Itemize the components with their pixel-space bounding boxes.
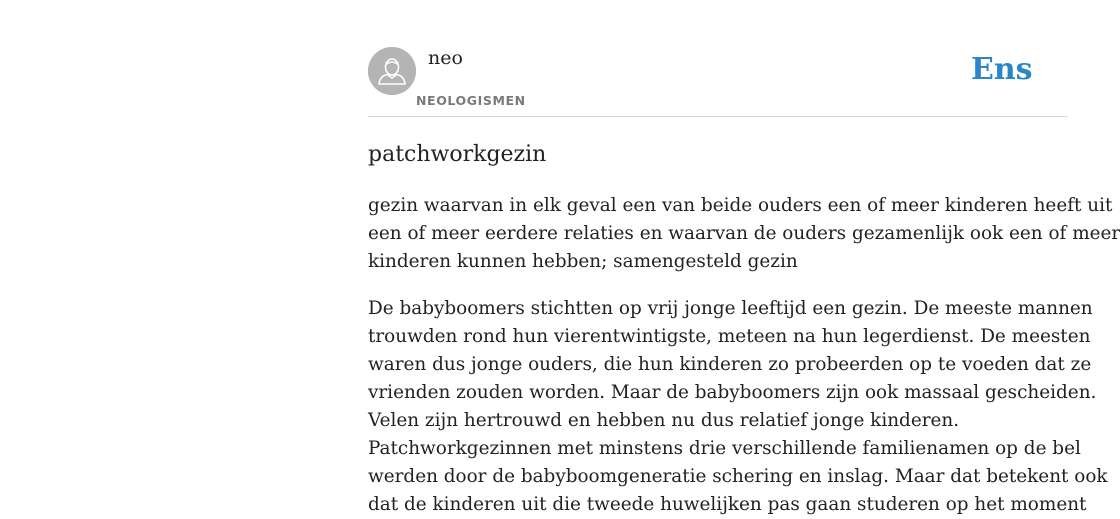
entry-title: patchworkgezin bbox=[368, 142, 547, 167]
example-line: vrienden zouden worden. Maar de babyboomers zijn ook massaal gescheiden. bbox=[368, 382, 1097, 403]
entry-example bbox=[368, 295, 1108, 519]
user-avatar-icon[interactable] bbox=[368, 47, 416, 95]
definition-line: een of meer eerdere relaties en waarvan de ouders gezamenlijk ook een of meer bbox=[368, 223, 1120, 244]
entry-card bbox=[368, 0, 1120, 515]
example-line: dat de kinderen uit die tweede huwelijken pas gaan studeren op het moment bbox=[368, 494, 1087, 515]
category-link[interactable]: NEOLOGISMEN bbox=[416, 93, 526, 108]
example-line: waren dus jonge ouders, die hun kinderen zo probeerden op te voeden dat ze bbox=[368, 354, 1092, 375]
example-line: trouwden rond hun vierentwintigste, meteen na hun legerdienst. De meesten bbox=[368, 326, 1091, 347]
entry-definition bbox=[368, 192, 1120, 276]
language-link[interactable]: Ens bbox=[971, 52, 1033, 87]
example-line: werden door de babyboomgeneratie schering en inslag. Maar dat betekent ook bbox=[368, 466, 1108, 487]
definition-line: gezin waarvan in elk geval een van beide ouders een of meer kinderen heeft uit bbox=[368, 195, 1113, 216]
example-line: Velen zijn hertrouwd en hebben nu dus relatief jonge kinderen. bbox=[368, 410, 960, 431]
example-line: De babyboomers stichtten op vrij jonge leeftijd een gezin. De meeste mannen bbox=[368, 298, 1093, 319]
definition-line: kinderen kunnen hebben; samengesteld gezin bbox=[368, 251, 798, 272]
entry-header bbox=[368, 0, 1068, 117]
author-link[interactable]: neo bbox=[428, 47, 463, 69]
example-line: Patchworkgezinnen met minstens drie verschillende familienamen op de bel bbox=[368, 438, 1081, 459]
